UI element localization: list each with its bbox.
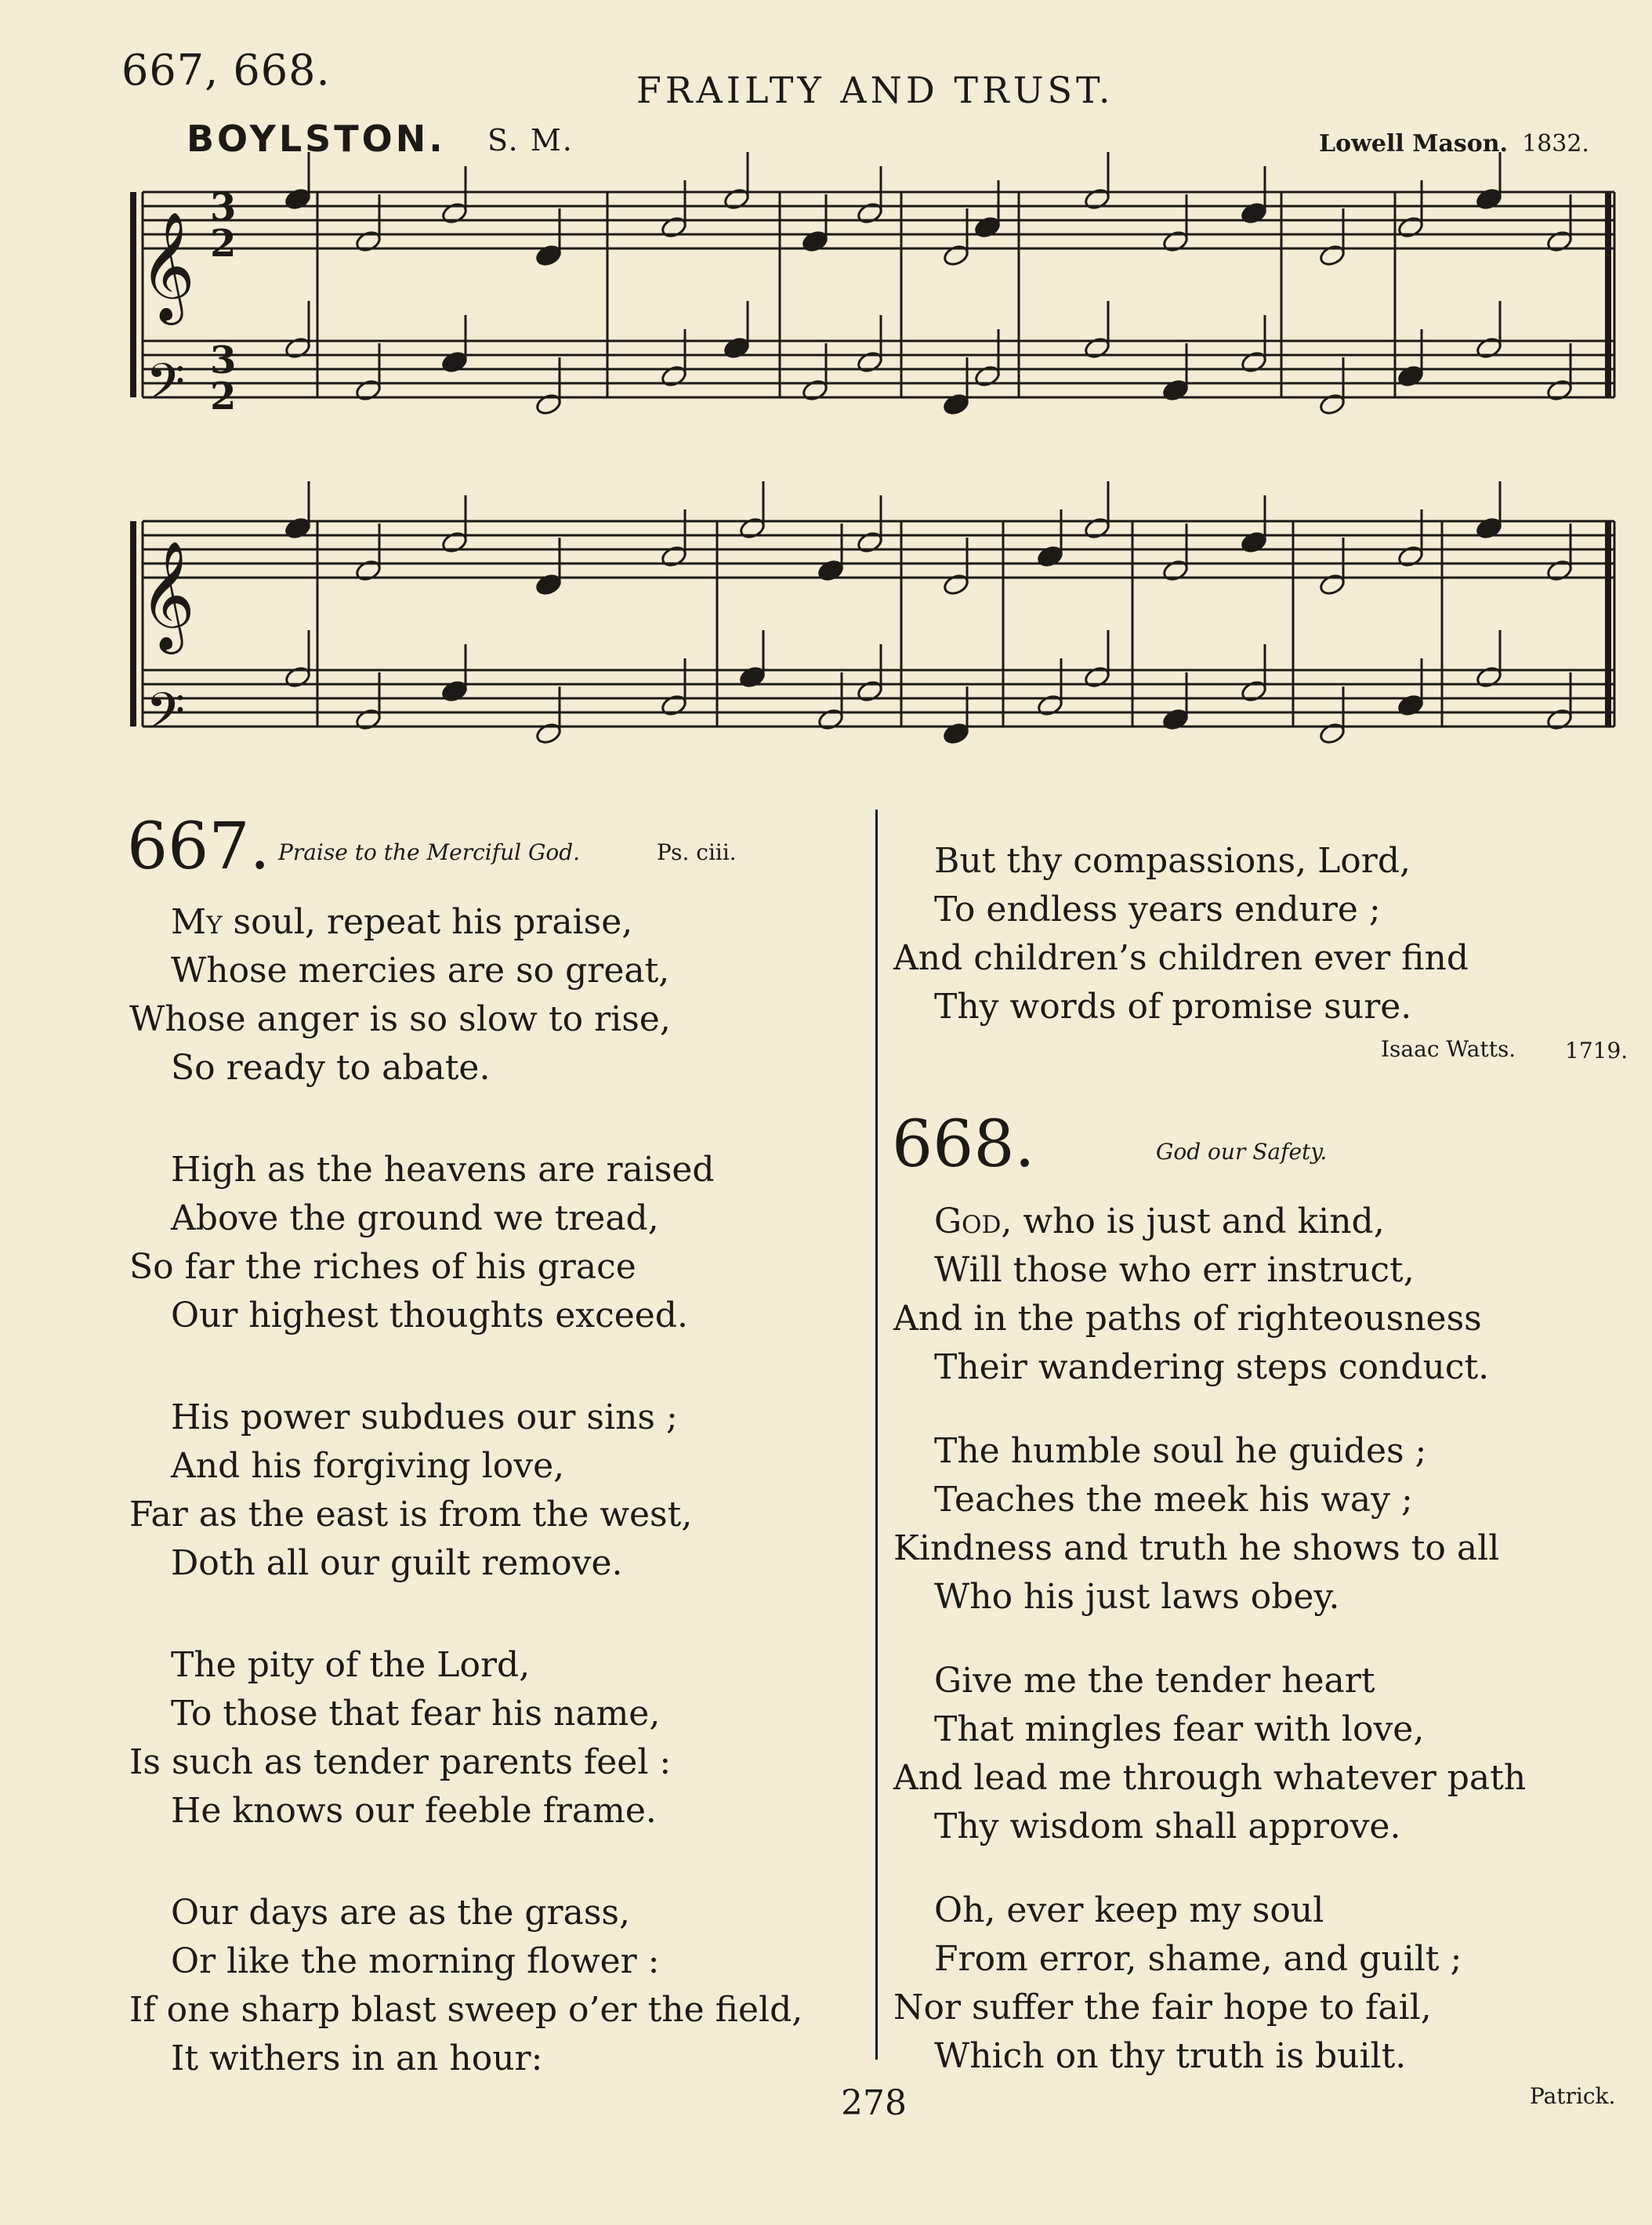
verse-line: Above the ground we tread, [171, 1198, 659, 1238]
tune-name: BOYLSTON. [187, 118, 446, 160]
verse-line: Will those who err instruct, [934, 1250, 1415, 1290]
note-head [942, 722, 970, 746]
staves [143, 192, 1614, 727]
time-signature-top: 3 [210, 339, 237, 382]
verse-line: Nor suffer the fair hope to fail, [893, 1988, 1432, 2028]
note-head [1036, 545, 1064, 569]
verse-line: Thy words of promise sure. [934, 987, 1412, 1027]
note-head [534, 722, 563, 746]
verse-line: Who his just laws obey. [934, 1577, 1340, 1617]
composer-name: Lowell Mason. [1319, 130, 1509, 158]
note-head [973, 364, 1002, 389]
time-signatures [210, 186, 236, 419]
verse-line: Our highest thoughts exceed. [171, 1296, 688, 1335]
note-head [440, 531, 469, 555]
note-head [723, 187, 751, 212]
note-head [1545, 559, 1574, 583]
verse-line: Far as the east is from the west, [129, 1495, 693, 1535]
note-head [738, 665, 766, 690]
note-head [1318, 244, 1346, 268]
verse-line: Doth all our guilt remove. [171, 1543, 623, 1583]
verse-line: Our days are as the grass, [171, 1893, 630, 1933]
bass-clef-icon: 𝄢 [146, 353, 186, 424]
verse-line: So ready to abate. [171, 1048, 491, 1088]
note-head [1397, 364, 1425, 389]
music-score [0, 0, 1652, 815]
verse-line: That mingles fear with love, [934, 1709, 1425, 1749]
clefs [139, 212, 195, 753]
note-head [856, 679, 884, 704]
hymn-667-number: 667. [127, 810, 270, 884]
note-head [1545, 379, 1574, 403]
note-head [534, 244, 563, 268]
note-head [1545, 708, 1574, 732]
verse-line: He knows our feeble frame. [171, 1791, 657, 1831]
note-head [660, 216, 688, 240]
note-head [1475, 516, 1503, 541]
note-head [1240, 679, 1268, 704]
verse-line: It withers in an hour: [171, 2038, 543, 2078]
verse-line: His power subdues our sins ; [171, 1397, 678, 1437]
time-signature-top: 3 [210, 186, 237, 230]
hymn-667-year: 1719. [1565, 1038, 1628, 1064]
bass-clef-icon: 𝄢 [146, 683, 186, 753]
note-head [440, 201, 469, 226]
note-head [738, 516, 766, 541]
note-head [1475, 336, 1503, 361]
note-head [817, 559, 845, 583]
note-head [1161, 230, 1190, 254]
column-divider [875, 810, 878, 2060]
note-head [942, 573, 970, 597]
note-head [534, 393, 563, 417]
note-head [440, 350, 469, 375]
verse-line: The humble soul he guides ; [934, 1431, 1427, 1471]
note-head [942, 393, 970, 417]
note-head [1083, 665, 1111, 690]
verse-line: The pity of the Lord, [171, 1645, 531, 1685]
note-head [942, 244, 970, 268]
note-head [1083, 516, 1111, 541]
time-signature-bottom: 2 [210, 222, 237, 266]
note-head [1083, 336, 1111, 361]
note-head [284, 665, 312, 690]
note-head [1475, 665, 1503, 690]
verse-line: So far the riches of his grace [129, 1247, 636, 1287]
verse-line: To endless years endure ; [934, 890, 1381, 929]
treble-clef-icon: 𝄞 [139, 212, 195, 321]
note-head [284, 336, 312, 361]
verse-line: Which on thy truth is built. [934, 2036, 1407, 2076]
note-head [1036, 694, 1064, 718]
meter: S. M. [487, 123, 574, 158]
page-number: 278 [841, 2083, 907, 2123]
note-head [1318, 722, 1346, 746]
note-head [1397, 545, 1425, 569]
note-head [817, 708, 845, 732]
note-head [1161, 559, 1190, 583]
verse-line: Whose mercies are so great, [171, 951, 670, 991]
barlines [133, 192, 1614, 727]
note-head [1545, 230, 1574, 254]
verse-line: Thy wisdom shall approve. [934, 1806, 1401, 1846]
verse-line: But thy compassions, Lord, [934, 841, 1411, 881]
verse-line: From error, shame, and guilt ; [934, 1939, 1462, 1979]
verse-line: Is such as tender parents feel : [129, 1742, 672, 1782]
note-head [1161, 379, 1190, 403]
note-head [1318, 393, 1346, 417]
note-head [354, 559, 382, 583]
verse-line: Oh, ever keep my soul [934, 1890, 1324, 1930]
note-head [1397, 216, 1425, 240]
verse-line: My soul, repeat his praise, [171, 902, 633, 942]
time-signature-bottom: 2 [210, 375, 237, 419]
hymn-667-heading: Praise to the Merciful God. [278, 839, 581, 865]
verse-line: High as the heavens are raised [171, 1150, 715, 1190]
verse-line: And his forgiving love, [171, 1446, 565, 1486]
verse-line: To those that fear his name, [171, 1694, 661, 1734]
note-head [284, 187, 312, 212]
note-head [440, 679, 469, 704]
verse-line: Teaches the meek his way ; [934, 1480, 1413, 1520]
note-head [660, 694, 688, 718]
note-head [856, 201, 884, 226]
note-head [1240, 350, 1268, 375]
verse-line: And lead me through whatever path [893, 1758, 1527, 1798]
note-head [354, 379, 382, 403]
verse-line: Whose anger is so slow to rise, [129, 999, 671, 1039]
hymn-668-number: 668. [892, 1107, 1035, 1182]
verse-line: Kindness and truth he shows to all [893, 1528, 1500, 1568]
hymn-668-heading: God our Safety. [1156, 1139, 1328, 1165]
note-head [856, 531, 884, 555]
note-head [534, 573, 563, 597]
note-head [801, 230, 829, 254]
note-head [723, 336, 751, 361]
hymn-668-author: Patrick. [1530, 2083, 1616, 2109]
note-head [1318, 573, 1346, 597]
composer-year: 1832. [1522, 130, 1589, 158]
verse-line: Or like the morning flower : [171, 1941, 660, 1981]
section-title: FRAILTY AND TRUST. [636, 69, 1114, 111]
verse-line: Give me the tender heart [934, 1661, 1375, 1701]
note-head [801, 379, 829, 403]
note-head [660, 364, 688, 389]
note-head [660, 545, 688, 569]
note-head [354, 708, 382, 732]
note-head [1240, 201, 1268, 226]
verse-line: Their wandering steps conduct. [934, 1347, 1490, 1387]
hymn-numbers: 667, 668. [121, 45, 331, 95]
note-head [1240, 531, 1268, 555]
note-head [973, 216, 1002, 240]
verse-line: And in the paths of righteousness [893, 1299, 1482, 1339]
verse-line: If one sharp blast sweep o’er the field, [129, 1990, 803, 2030]
note-head [856, 350, 884, 375]
verse-line: And children’s children ever find [893, 938, 1469, 978]
note-head [354, 230, 382, 254]
hymn-667-author: Isaac Watts. [1381, 1036, 1516, 1062]
verse-line: God, who is just and kind, [934, 1201, 1385, 1241]
note-head [1161, 708, 1190, 732]
note-head [284, 516, 312, 541]
note-head [1397, 694, 1425, 718]
note-head [1475, 187, 1503, 212]
treble-clef-icon: 𝄞 [139, 541, 195, 650]
notes [284, 152, 1574, 745]
hymn-667-reference: Ps. ciii. [657, 839, 737, 865]
note-head [1083, 187, 1111, 212]
